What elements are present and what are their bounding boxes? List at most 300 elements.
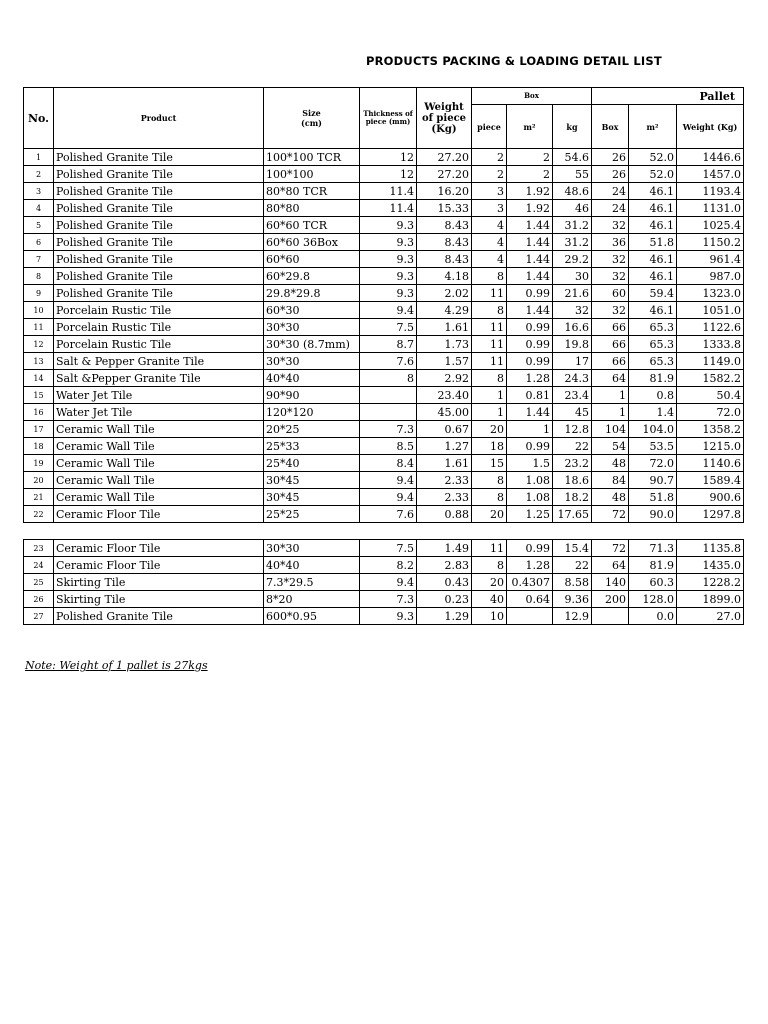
cell-box-m2: 1.92 bbox=[507, 183, 553, 200]
cell-pallet-m2: 72.0 bbox=[629, 455, 677, 472]
cell-box-kg: 31.2 bbox=[553, 217, 592, 234]
cell-size: 30*30 (8.7mm) bbox=[264, 336, 360, 353]
cell-pallet-m2: 53.5 bbox=[629, 438, 677, 455]
cell-box-piece: 20 bbox=[472, 574, 507, 591]
cell-size: 600*0.95 bbox=[264, 608, 360, 625]
cell-thickness: 11.4 bbox=[360, 200, 417, 217]
cell-box-m2: 1.28 bbox=[507, 557, 553, 574]
cell-size: 25*25 bbox=[264, 506, 360, 523]
cell-no: 4 bbox=[24, 200, 54, 217]
table-row bbox=[24, 336, 744, 353]
cell-thickness: 8.2 bbox=[360, 557, 417, 574]
cell-thickness: 9.4 bbox=[360, 472, 417, 489]
cell-box-kg: 23.2 bbox=[553, 455, 592, 472]
cell-product: Ceramic Wall Tile bbox=[54, 421, 264, 438]
cell-box-piece: 4 bbox=[472, 251, 507, 268]
table-body-a bbox=[24, 149, 744, 523]
cell-pallet-weight: 1122.6 bbox=[677, 319, 744, 336]
cell-box-piece: 11 bbox=[472, 336, 507, 353]
header-box-m2: m² bbox=[507, 105, 553, 149]
cell-box-m2: 0.99 bbox=[507, 285, 553, 302]
cell-thickness: 7.5 bbox=[360, 319, 417, 336]
cell-no: 9 bbox=[24, 285, 54, 302]
cell-weight: 45.00 bbox=[417, 404, 472, 421]
cell-pallet-box: 1 bbox=[592, 387, 629, 404]
cell-box-kg: 23.4 bbox=[553, 387, 592, 404]
cell-box-m2: 0.99 bbox=[507, 438, 553, 455]
cell-pallet-box: 32 bbox=[592, 217, 629, 234]
cell-pallet-weight: 1358.2 bbox=[677, 421, 744, 438]
cell-pallet-box: 24 bbox=[592, 200, 629, 217]
cell-pallet-m2: 46.1 bbox=[629, 200, 677, 217]
cell-product: Water Jet Tile bbox=[54, 387, 264, 404]
cell-thickness: 9.4 bbox=[360, 302, 417, 319]
cell-size: 30*45 bbox=[264, 472, 360, 489]
cell-size: 29.8*29.8 bbox=[264, 285, 360, 302]
table-row bbox=[24, 574, 744, 591]
cell-thickness: 12 bbox=[360, 149, 417, 166]
cell-box-m2: 0.64 bbox=[507, 591, 553, 608]
table-row bbox=[24, 370, 744, 387]
cell-size: 100*100 bbox=[264, 166, 360, 183]
cell-weight: 2.92 bbox=[417, 370, 472, 387]
header-size-label: Size bbox=[302, 108, 321, 118]
cell-box-m2: 0.99 bbox=[507, 336, 553, 353]
header-size-unit: (cm) bbox=[301, 118, 322, 128]
cell-pallet-m2: 81.9 bbox=[629, 370, 677, 387]
cell-size: 30*30 bbox=[264, 540, 360, 557]
cell-box-kg: 19.8 bbox=[553, 336, 592, 353]
cell-pallet-weight: 72.0 bbox=[677, 404, 744, 421]
cell-box-piece: 1 bbox=[472, 404, 507, 421]
cell-no: 17 bbox=[24, 421, 54, 438]
cell-pallet-box: 48 bbox=[592, 455, 629, 472]
cell-pallet-box: 64 bbox=[592, 557, 629, 574]
cell-box-kg: 15.4 bbox=[553, 540, 592, 557]
cell-weight: 4.18 bbox=[417, 268, 472, 285]
cell-pallet-m2: 46.1 bbox=[629, 268, 677, 285]
table-row bbox=[24, 149, 744, 166]
cell-pallet-m2: 46.1 bbox=[629, 217, 677, 234]
header-box-group: Box bbox=[472, 88, 592, 105]
cell-pallet-weight: 1333.8 bbox=[677, 336, 744, 353]
cell-product: Ceramic Floor Tile bbox=[54, 540, 264, 557]
cell-weight: 1.73 bbox=[417, 336, 472, 353]
cell-pallet-box: 1 bbox=[592, 404, 629, 421]
cell-pallet-box: 32 bbox=[592, 251, 629, 268]
cell-box-piece: 11 bbox=[472, 540, 507, 557]
cell-box-kg: 17 bbox=[553, 353, 592, 370]
cell-weight: 2.33 bbox=[417, 472, 472, 489]
cell-box-m2: 1.08 bbox=[507, 489, 553, 506]
cell-pallet-m2: 0.0 bbox=[629, 608, 677, 625]
cell-box-kg: 32 bbox=[553, 302, 592, 319]
cell-pallet-weight: 961.4 bbox=[677, 251, 744, 268]
table-row bbox=[24, 489, 744, 506]
cell-box-piece: 3 bbox=[472, 200, 507, 217]
cell-pallet-box: 32 bbox=[592, 302, 629, 319]
cell-box-kg: 12.8 bbox=[553, 421, 592, 438]
cell-thickness: 7.3 bbox=[360, 591, 417, 608]
cell-weight: 1.27 bbox=[417, 438, 472, 455]
cell-no: 11 bbox=[24, 319, 54, 336]
cell-pallet-m2: 81.9 bbox=[629, 557, 677, 574]
cell-pallet-weight: 1899.0 bbox=[677, 591, 744, 608]
cell-weight: 1.57 bbox=[417, 353, 472, 370]
cell-box-piece: 20 bbox=[472, 506, 507, 523]
cell-weight: 8.43 bbox=[417, 234, 472, 251]
cell-weight: 15.33 bbox=[417, 200, 472, 217]
cell-weight: 2.02 bbox=[417, 285, 472, 302]
cell-pallet-weight: 1323.0 bbox=[677, 285, 744, 302]
cell-weight: 0.43 bbox=[417, 574, 472, 591]
cell-size: 40*40 bbox=[264, 370, 360, 387]
cell-pallet-m2: 51.8 bbox=[629, 489, 677, 506]
cell-no: 6 bbox=[24, 234, 54, 251]
cell-size: 60*29.8 bbox=[264, 268, 360, 285]
cell-thickness: 7.3 bbox=[360, 421, 417, 438]
cell-box-piece: 11 bbox=[472, 319, 507, 336]
cell-pallet-box: 200 bbox=[592, 591, 629, 608]
cell-pallet-weight: 1457.0 bbox=[677, 166, 744, 183]
cell-product: Polished Granite Tile bbox=[54, 149, 264, 166]
cell-product: Ceramic Floor Tile bbox=[54, 557, 264, 574]
cell-box-kg: 9.36 bbox=[553, 591, 592, 608]
cell-no: 13 bbox=[24, 353, 54, 370]
cell-thickness: 9.3 bbox=[360, 608, 417, 625]
cell-pallet-weight: 900.6 bbox=[677, 489, 744, 506]
table-body-b bbox=[24, 540, 744, 625]
table-row bbox=[24, 421, 744, 438]
cell-box-m2: 1.25 bbox=[507, 506, 553, 523]
cell-pallet-m2: 46.1 bbox=[629, 183, 677, 200]
table-row bbox=[24, 404, 744, 421]
table-row bbox=[24, 455, 744, 472]
cell-box-piece: 40 bbox=[472, 591, 507, 608]
cell-box-m2: 2 bbox=[507, 166, 553, 183]
cell-pallet-weight: 1135.8 bbox=[677, 540, 744, 557]
cell-weight: 0.23 bbox=[417, 591, 472, 608]
header-pallet-group: Pallet bbox=[592, 88, 744, 105]
cell-box-kg: 24.3 bbox=[553, 370, 592, 387]
cell-size: 8*20 bbox=[264, 591, 360, 608]
cell-box-piece: 3 bbox=[472, 183, 507, 200]
table-row bbox=[24, 251, 744, 268]
cell-pallet-m2: 90.7 bbox=[629, 472, 677, 489]
cell-pallet-box: 54 bbox=[592, 438, 629, 455]
table-row bbox=[24, 268, 744, 285]
cell-pallet-box: 66 bbox=[592, 353, 629, 370]
cell-pallet-weight: 1140.6 bbox=[677, 455, 744, 472]
cell-box-m2: 0.99 bbox=[507, 353, 553, 370]
cell-box-piece: 8 bbox=[472, 268, 507, 285]
table-row bbox=[24, 387, 744, 404]
cell-no: 3 bbox=[24, 183, 54, 200]
cell-pallet-weight: 987.0 bbox=[677, 268, 744, 285]
cell-box-kg: 18.2 bbox=[553, 489, 592, 506]
cell-pallet-weight: 1446.6 bbox=[677, 149, 744, 166]
cell-box-kg: 22 bbox=[553, 557, 592, 574]
header-size bbox=[264, 88, 360, 149]
cell-box-m2: 0.4307 bbox=[507, 574, 553, 591]
cell-no: 24 bbox=[24, 557, 54, 574]
cell-pallet-weight: 1193.4 bbox=[677, 183, 744, 200]
cell-pallet-box: 26 bbox=[592, 166, 629, 183]
cell-pallet-m2: 1.4 bbox=[629, 404, 677, 421]
cell-weight: 1.49 bbox=[417, 540, 472, 557]
cell-pallet-box: 66 bbox=[592, 319, 629, 336]
cell-size: 25*33 bbox=[264, 438, 360, 455]
cell-thickness: 8 bbox=[360, 370, 417, 387]
cell-weight: 8.43 bbox=[417, 251, 472, 268]
cell-no: 26 bbox=[24, 591, 54, 608]
cell-pallet-m2: 90.0 bbox=[629, 506, 677, 523]
header-weight: Weight of piece (Kg) bbox=[417, 88, 472, 149]
cell-pallet-weight: 1131.0 bbox=[677, 200, 744, 217]
cell-box-kg: 30 bbox=[553, 268, 592, 285]
table-row bbox=[24, 438, 744, 455]
cell-product: Ceramic Wall Tile bbox=[54, 472, 264, 489]
cell-box-kg: 48.6 bbox=[553, 183, 592, 200]
cell-product: Ceramic Wall Tile bbox=[54, 438, 264, 455]
cell-pallet-box: 48 bbox=[592, 489, 629, 506]
cell-pallet-box: 32 bbox=[592, 268, 629, 285]
cell-box-piece: 10 bbox=[472, 608, 507, 625]
page-title: PRODUCTS PACKING & LOADING DETAIL LIST bbox=[366, 54, 662, 68]
cell-thickness: 8.7 bbox=[360, 336, 417, 353]
cell-box-piece: 11 bbox=[472, 353, 507, 370]
cell-box-m2: 0.99 bbox=[507, 540, 553, 557]
cell-no: 2 bbox=[24, 166, 54, 183]
cell-weight: 0.67 bbox=[417, 421, 472, 438]
cell-box-m2: 1.44 bbox=[507, 404, 553, 421]
cell-box-kg: 45 bbox=[553, 404, 592, 421]
cell-size: 80*80 TCR bbox=[264, 183, 360, 200]
cell-box-piece: 2 bbox=[472, 149, 507, 166]
cell-no: 10 bbox=[24, 302, 54, 319]
cell-product: Polished Granite Tile bbox=[54, 200, 264, 217]
cell-size: 25*40 bbox=[264, 455, 360, 472]
table-row bbox=[24, 472, 744, 489]
cell-pallet-weight: 1435.0 bbox=[677, 557, 744, 574]
cell-no: 20 bbox=[24, 472, 54, 489]
cell-pallet-m2: 46.1 bbox=[629, 251, 677, 268]
cell-pallet-weight: 1051.0 bbox=[677, 302, 744, 319]
cell-box-piece: 1 bbox=[472, 387, 507, 404]
cell-no: 25 bbox=[24, 574, 54, 591]
cell-size: 7.3*29.5 bbox=[264, 574, 360, 591]
header-pallet-box: Box bbox=[592, 105, 629, 149]
cell-box-piece: 11 bbox=[472, 285, 507, 302]
cell-box-kg: 54.6 bbox=[553, 149, 592, 166]
table-row bbox=[24, 608, 744, 625]
cell-product: Salt & Pepper Granite Tile bbox=[54, 353, 264, 370]
cell-no: 21 bbox=[24, 489, 54, 506]
cell-box-piece: 15 bbox=[472, 455, 507, 472]
cell-product: Water Jet Tile bbox=[54, 404, 264, 421]
packing-table bbox=[23, 87, 744, 625]
table-row bbox=[24, 234, 744, 251]
cell-box-kg: 17.65 bbox=[553, 506, 592, 523]
cell-pallet-box: 72 bbox=[592, 506, 629, 523]
cell-product: Ceramic Floor Tile bbox=[54, 506, 264, 523]
cell-weight: 1.61 bbox=[417, 319, 472, 336]
cell-product: Polished Granite Tile bbox=[54, 251, 264, 268]
cell-product: Polished Granite Tile bbox=[54, 285, 264, 302]
cell-box-kg: 16.6 bbox=[553, 319, 592, 336]
cell-thickness: 9.4 bbox=[360, 489, 417, 506]
table-row bbox=[24, 302, 744, 319]
cell-pallet-m2: 46.1 bbox=[629, 302, 677, 319]
cell-box-m2: 2 bbox=[507, 149, 553, 166]
cell-weight: 27.20 bbox=[417, 166, 472, 183]
cell-product: Porcelain Rustic Tile bbox=[54, 302, 264, 319]
cell-size: 100*100 TCR bbox=[264, 149, 360, 166]
cell-pallet-weight: 1149.0 bbox=[677, 353, 744, 370]
cell-box-m2: 1.92 bbox=[507, 200, 553, 217]
table-row bbox=[24, 506, 744, 523]
cell-pallet-box: 60 bbox=[592, 285, 629, 302]
cell-weight: 27.20 bbox=[417, 149, 472, 166]
cell-size: 60*60 36Box bbox=[264, 234, 360, 251]
cell-no: 19 bbox=[24, 455, 54, 472]
cell-pallet-m2: 128.0 bbox=[629, 591, 677, 608]
header-box-kg: kg bbox=[553, 105, 592, 149]
cell-pallet-m2: 52.0 bbox=[629, 149, 677, 166]
table-row bbox=[24, 200, 744, 217]
header-product: Product bbox=[54, 88, 264, 149]
cell-pallet-box: 104 bbox=[592, 421, 629, 438]
cell-box-piece: 8 bbox=[472, 302, 507, 319]
cell-box-m2: 1.44 bbox=[507, 217, 553, 234]
cell-weight: 1.29 bbox=[417, 608, 472, 625]
cell-weight: 1.61 bbox=[417, 455, 472, 472]
cell-no: 14 bbox=[24, 370, 54, 387]
cell-product: Porcelain Rustic Tile bbox=[54, 336, 264, 353]
cell-box-m2: 0.81 bbox=[507, 387, 553, 404]
cell-box-m2: 1.44 bbox=[507, 302, 553, 319]
cell-box-m2: 1.44 bbox=[507, 268, 553, 285]
cell-product: Polished Granite Tile bbox=[54, 166, 264, 183]
cell-size: 30*45 bbox=[264, 489, 360, 506]
table-row bbox=[24, 166, 744, 183]
cell-no: 8 bbox=[24, 268, 54, 285]
cell-pallet-box: 24 bbox=[592, 183, 629, 200]
cell-thickness: 9.3 bbox=[360, 251, 417, 268]
cell-box-piece: 8 bbox=[472, 472, 507, 489]
cell-box-m2: 1 bbox=[507, 421, 553, 438]
cell-box-kg: 46 bbox=[553, 200, 592, 217]
cell-thickness: 7.5 bbox=[360, 540, 417, 557]
cell-product: Skirting Tile bbox=[54, 574, 264, 591]
cell-box-m2: 1.5 bbox=[507, 455, 553, 472]
cell-box-piece: 4 bbox=[472, 234, 507, 251]
header-no: No. bbox=[24, 88, 54, 149]
cell-pallet-weight: 1025.4 bbox=[677, 217, 744, 234]
cell-pallet-m2: 65.3 bbox=[629, 319, 677, 336]
table-row bbox=[24, 319, 744, 336]
cell-size: 80*80 bbox=[264, 200, 360, 217]
cell-thickness bbox=[360, 404, 417, 421]
cell-weight: 16.20 bbox=[417, 183, 472, 200]
table-row bbox=[24, 540, 744, 557]
table-gap bbox=[24, 523, 744, 540]
cell-no: 22 bbox=[24, 506, 54, 523]
cell-pallet-weight: 1215.0 bbox=[677, 438, 744, 455]
cell-thickness bbox=[360, 387, 417, 404]
table-row bbox=[24, 285, 744, 302]
cell-box-kg: 18.6 bbox=[553, 472, 592, 489]
cell-box-kg: 29.2 bbox=[553, 251, 592, 268]
cell-no: 15 bbox=[24, 387, 54, 404]
cell-product: Salt &Pepper Granite Tile bbox=[54, 370, 264, 387]
cell-no: 1 bbox=[24, 149, 54, 166]
cell-weight: 0.88 bbox=[417, 506, 472, 523]
cell-size: 30*30 bbox=[264, 319, 360, 336]
cell-box-piece: 8 bbox=[472, 489, 507, 506]
cell-no: 27 bbox=[24, 608, 54, 625]
cell-pallet-box: 84 bbox=[592, 472, 629, 489]
cell-pallet-m2: 60.3 bbox=[629, 574, 677, 591]
cell-thickness: 9.4 bbox=[360, 574, 417, 591]
cell-size: 60*60 bbox=[264, 251, 360, 268]
cell-pallet-box: 64 bbox=[592, 370, 629, 387]
cell-box-piece: 4 bbox=[472, 217, 507, 234]
cell-thickness: 8.4 bbox=[360, 455, 417, 472]
cell-no: 18 bbox=[24, 438, 54, 455]
table-row bbox=[24, 217, 744, 234]
table-row bbox=[24, 353, 744, 370]
cell-pallet-m2: 65.3 bbox=[629, 336, 677, 353]
cell-thickness: 9.3 bbox=[360, 268, 417, 285]
header-pallet-weight: Weight (Kg) bbox=[677, 105, 744, 149]
cell-pallet-weight: 1582.2 bbox=[677, 370, 744, 387]
cell-pallet-weight: 1589.4 bbox=[677, 472, 744, 489]
cell-product: Ceramic Wall Tile bbox=[54, 489, 264, 506]
cell-size: 90*90 bbox=[264, 387, 360, 404]
cell-box-piece: 18 bbox=[472, 438, 507, 455]
cell-weight: 23.40 bbox=[417, 387, 472, 404]
header-pallet-m2: m² bbox=[629, 105, 677, 149]
cell-weight: 8.43 bbox=[417, 217, 472, 234]
cell-box-piece: 8 bbox=[472, 557, 507, 574]
table-row bbox=[24, 591, 744, 608]
cell-size: 20*25 bbox=[264, 421, 360, 438]
cell-no: 5 bbox=[24, 217, 54, 234]
cell-pallet-weight: 1297.8 bbox=[677, 506, 744, 523]
cell-pallet-weight: 1228.2 bbox=[677, 574, 744, 591]
cell-size: 30*30 bbox=[264, 353, 360, 370]
cell-box-piece: 8 bbox=[472, 370, 507, 387]
cell-box-m2: 0.99 bbox=[507, 319, 553, 336]
cell-thickness: 8.5 bbox=[360, 438, 417, 455]
cell-product: Ceramic Wall Tile bbox=[54, 455, 264, 472]
cell-box-piece: 20 bbox=[472, 421, 507, 438]
cell-pallet-weight: 1150.2 bbox=[677, 234, 744, 251]
cell-pallet-box: 26 bbox=[592, 149, 629, 166]
cell-size: 60*60 TCR bbox=[264, 217, 360, 234]
cell-product: Skirting Tile bbox=[54, 591, 264, 608]
cell-box-kg: 55 bbox=[553, 166, 592, 183]
cell-no: 12 bbox=[24, 336, 54, 353]
cell-box-m2: 1.44 bbox=[507, 234, 553, 251]
cell-box-piece: 2 bbox=[472, 166, 507, 183]
header-thickness: Thickness of piece (mm) bbox=[360, 88, 417, 149]
cell-thickness: 9.3 bbox=[360, 285, 417, 302]
cell-pallet-box bbox=[592, 608, 629, 625]
cell-box-m2: 1.08 bbox=[507, 472, 553, 489]
cell-pallet-m2: 65.3 bbox=[629, 353, 677, 370]
